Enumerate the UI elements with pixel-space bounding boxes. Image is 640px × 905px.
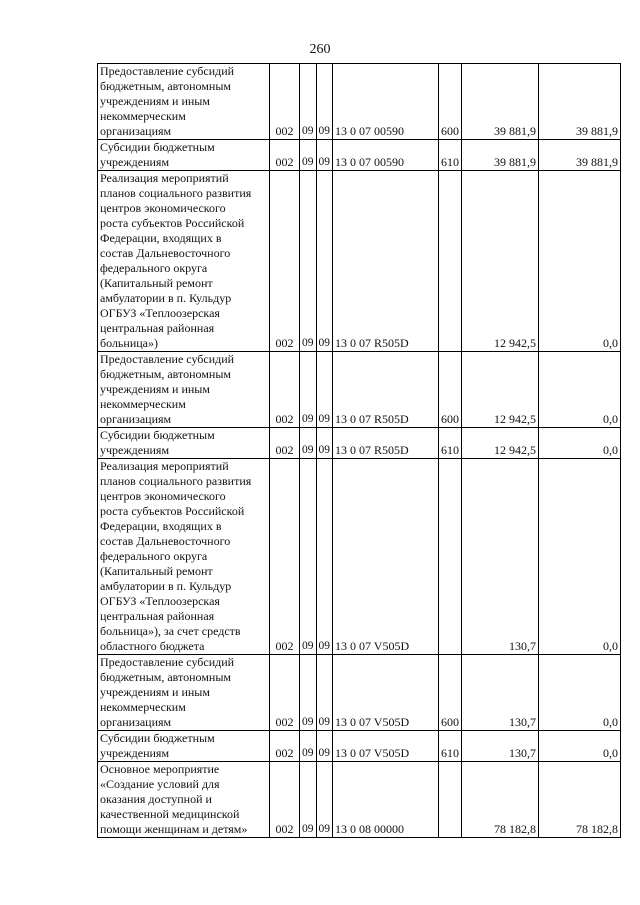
- table-row: [98, 655, 621, 731]
- expense-name-line: роста субъектов Российской: [100, 504, 245, 518]
- amount-year-2-cell: 0,0: [539, 428, 621, 459]
- amount-year-2-cell: 0,0: [539, 352, 621, 428]
- program-code-cell: 13 0 07 00590: [333, 140, 439, 171]
- expense-name-line: больница»), за счет средств: [100, 624, 241, 638]
- ministry-code-cell: 002: [270, 428, 300, 459]
- amount-year-1-cell: 130,7: [462, 459, 539, 655]
- amount-year-2-cell: 39 881,9: [539, 140, 621, 171]
- subsection-code-cell: 09: [316, 64, 333, 140]
- expense-type-cell: [439, 459, 462, 655]
- expense-name-line: оказания доступной и: [100, 792, 212, 806]
- expense-name-line: ОГБУЗ «Теплоозерская: [100, 594, 220, 608]
- expense-type-cell: [439, 171, 462, 352]
- expense-name-line: (Капитальный ремонт: [100, 276, 213, 290]
- amount-year-2-cell: 0,0: [539, 731, 621, 762]
- expense-name-line: Реализация мероприятий: [100, 171, 229, 185]
- amount-year-1-cell: 12 942,5: [462, 171, 539, 352]
- expense-name-line: Субсидии бюджетным: [100, 428, 215, 442]
- section-code-cell: 09: [300, 731, 317, 762]
- table-row: [98, 171, 621, 352]
- expense-name-cell: [98, 459, 270, 655]
- expense-name-line: центральная районная: [100, 609, 215, 623]
- expense-name-cell: [98, 64, 270, 140]
- expense-name-line: областного бюджета: [100, 639, 205, 653]
- amount-year-2-cell: 0,0: [539, 655, 621, 731]
- amount-year-1-cell: 78 182,8: [462, 762, 539, 838]
- expense-name-cell: [98, 352, 270, 428]
- expense-name-line: роста субъектов Российской: [100, 216, 245, 230]
- ministry-code-cell: 002: [270, 171, 300, 352]
- program-code-cell: 13 0 08 00000: [333, 762, 439, 838]
- program-code-cell: 13 0 07 R505D: [333, 171, 439, 352]
- amount-year-2-cell: 0,0: [539, 171, 621, 352]
- ministry-code-cell: 002: [270, 762, 300, 838]
- expense-name-line: бюджетным, автономным: [100, 367, 231, 381]
- ministry-code-cell: 002: [270, 64, 300, 140]
- expense-type-cell: 610: [439, 731, 462, 762]
- section-code-cell: 09: [300, 171, 317, 352]
- expense-name-line: Основное мероприятие: [100, 762, 220, 776]
- expense-type-cell: 610: [439, 140, 462, 171]
- expense-name-line: бюджетным, автономным: [100, 670, 231, 684]
- subsection-code-cell: 09: [316, 171, 333, 352]
- expense-name-line: федерального округа: [100, 549, 208, 563]
- amount-year-1-cell: 39 881,9: [462, 64, 539, 140]
- expense-name-line: учреждениям и иным: [100, 685, 210, 699]
- expense-name-line: больница»): [100, 336, 158, 350]
- amount-year-1-cell: 130,7: [462, 655, 539, 731]
- page-number: 260: [309, 42, 331, 57]
- expense-name-cell: [98, 762, 270, 838]
- expense-name-line: Предоставление субсидий: [100, 655, 235, 669]
- expense-name-line: «Создание условий для: [100, 777, 220, 791]
- expense-name-line: Федерации, входящих в: [100, 519, 222, 533]
- expense-name-line: центральная районная: [100, 321, 215, 335]
- section-code-cell: 09: [300, 655, 317, 731]
- expense-name-cell: [98, 171, 270, 352]
- expense-name-line: планов социального развития: [100, 186, 252, 200]
- expense-name-line: Предоставление субсидий: [100, 352, 235, 366]
- table-row: [98, 731, 621, 762]
- amount-year-1-cell: 12 942,5: [462, 352, 539, 428]
- expense-name-line: Субсидии бюджетным: [100, 731, 215, 745]
- expense-type-cell: [439, 762, 462, 838]
- expense-name-line: Реализация мероприятий: [100, 459, 229, 473]
- table-row: [98, 140, 621, 171]
- expense-name-line: состав Дальневосточного: [100, 534, 231, 548]
- expense-name-line: бюджетным, автономным: [100, 79, 231, 93]
- subsection-code-cell: 09: [316, 655, 333, 731]
- expense-name-line: некоммерческим: [100, 700, 186, 714]
- expense-name-line: организациям: [100, 124, 172, 138]
- expense-name-line: ОГБУЗ «Теплоозерская: [100, 306, 220, 320]
- subsection-code-cell: 09: [316, 352, 333, 428]
- expense-name-line: некоммерческим: [100, 109, 186, 123]
- table-row: [98, 762, 621, 838]
- expense-name-line: Субсидии бюджетным: [100, 140, 215, 154]
- subsection-code-cell: 09: [316, 459, 333, 655]
- expense-type-cell: 600: [439, 64, 462, 140]
- expense-name-line: планов социального развития: [100, 474, 252, 488]
- section-code-cell: 09: [300, 64, 317, 140]
- ministry-code-cell: 002: [270, 352, 300, 428]
- expense-name-line: центров экономического: [100, 489, 226, 503]
- ministry-code-cell: 002: [270, 140, 300, 171]
- expense-name-line: учреждениям: [100, 746, 170, 760]
- expense-name-line: учреждениям: [100, 443, 170, 457]
- subsection-code-cell: 09: [316, 428, 333, 459]
- expense-type-cell: 600: [439, 352, 462, 428]
- amount-year-1-cell: 130,7: [462, 731, 539, 762]
- expense-name-line: учреждениям и иным: [100, 94, 210, 108]
- expense-name-line: организациям: [100, 412, 172, 426]
- expense-name-line: амбулатории в п. Кульдур: [100, 579, 232, 593]
- expense-name-line: учреждениям: [100, 155, 170, 169]
- ministry-code-cell: 002: [270, 655, 300, 731]
- expense-name-line: состав Дальневосточного: [100, 246, 231, 260]
- expense-name-line: Предоставление субсидий: [100, 64, 235, 78]
- program-code-cell: 13 0 07 V505D: [333, 655, 439, 731]
- program-code-cell: 13 0 07 R505D: [333, 428, 439, 459]
- expense-name-line: учреждениям и иным: [100, 382, 210, 396]
- expense-name-line: некоммерческим: [100, 397, 186, 411]
- ministry-code-cell: 002: [270, 731, 300, 762]
- expense-name-cell: [98, 140, 270, 171]
- expense-name-cell: [98, 428, 270, 459]
- expense-name-cell: [98, 655, 270, 731]
- table-row: [98, 459, 621, 655]
- expense-type-cell: 600: [439, 655, 462, 731]
- section-code-cell: 09: [300, 428, 317, 459]
- amount-year-2-cell: 39 881,9: [539, 64, 621, 140]
- section-code-cell: 09: [300, 762, 317, 838]
- expense-name-line: федерального округа: [100, 261, 208, 275]
- budget-table: [97, 63, 621, 838]
- program-code-cell: 13 0 07 00590: [333, 64, 439, 140]
- expense-name-line: центров экономического: [100, 201, 226, 215]
- expense-name-line: помощи женщинам и детям»: [100, 822, 248, 836]
- program-code-cell: 13 0 07 R505D: [333, 352, 439, 428]
- amount-year-2-cell: 0,0: [539, 459, 621, 655]
- section-code-cell: 09: [300, 140, 317, 171]
- table-row: [98, 352, 621, 428]
- amount-year-2-cell: 78 182,8: [539, 762, 621, 838]
- expense-name-cell: [98, 731, 270, 762]
- expense-name-line: амбулатории в п. Кульдур: [100, 291, 232, 305]
- expense-type-cell: 610: [439, 428, 462, 459]
- subsection-code-cell: 09: [316, 762, 333, 838]
- subsection-code-cell: 09: [316, 731, 333, 762]
- amount-year-1-cell: 12 942,5: [462, 428, 539, 459]
- table-row: [98, 428, 621, 459]
- ministry-code-cell: 002: [270, 459, 300, 655]
- table-row: [98, 64, 621, 140]
- expense-name-line: организациям: [100, 715, 172, 729]
- amount-year-1-cell: 39 881,9: [462, 140, 539, 171]
- expense-name-line: Федерации, входящих в: [100, 231, 222, 245]
- expense-name-line: (Капитальный ремонт: [100, 564, 213, 578]
- program-code-cell: 13 0 07 V505D: [333, 731, 439, 762]
- expense-name-line: качественной медицинской: [100, 807, 240, 821]
- program-code-cell: 13 0 07 V505D: [333, 459, 439, 655]
- section-code-cell: 09: [300, 459, 317, 655]
- section-code-cell: 09: [300, 352, 317, 428]
- subsection-code-cell: 09: [316, 140, 333, 171]
